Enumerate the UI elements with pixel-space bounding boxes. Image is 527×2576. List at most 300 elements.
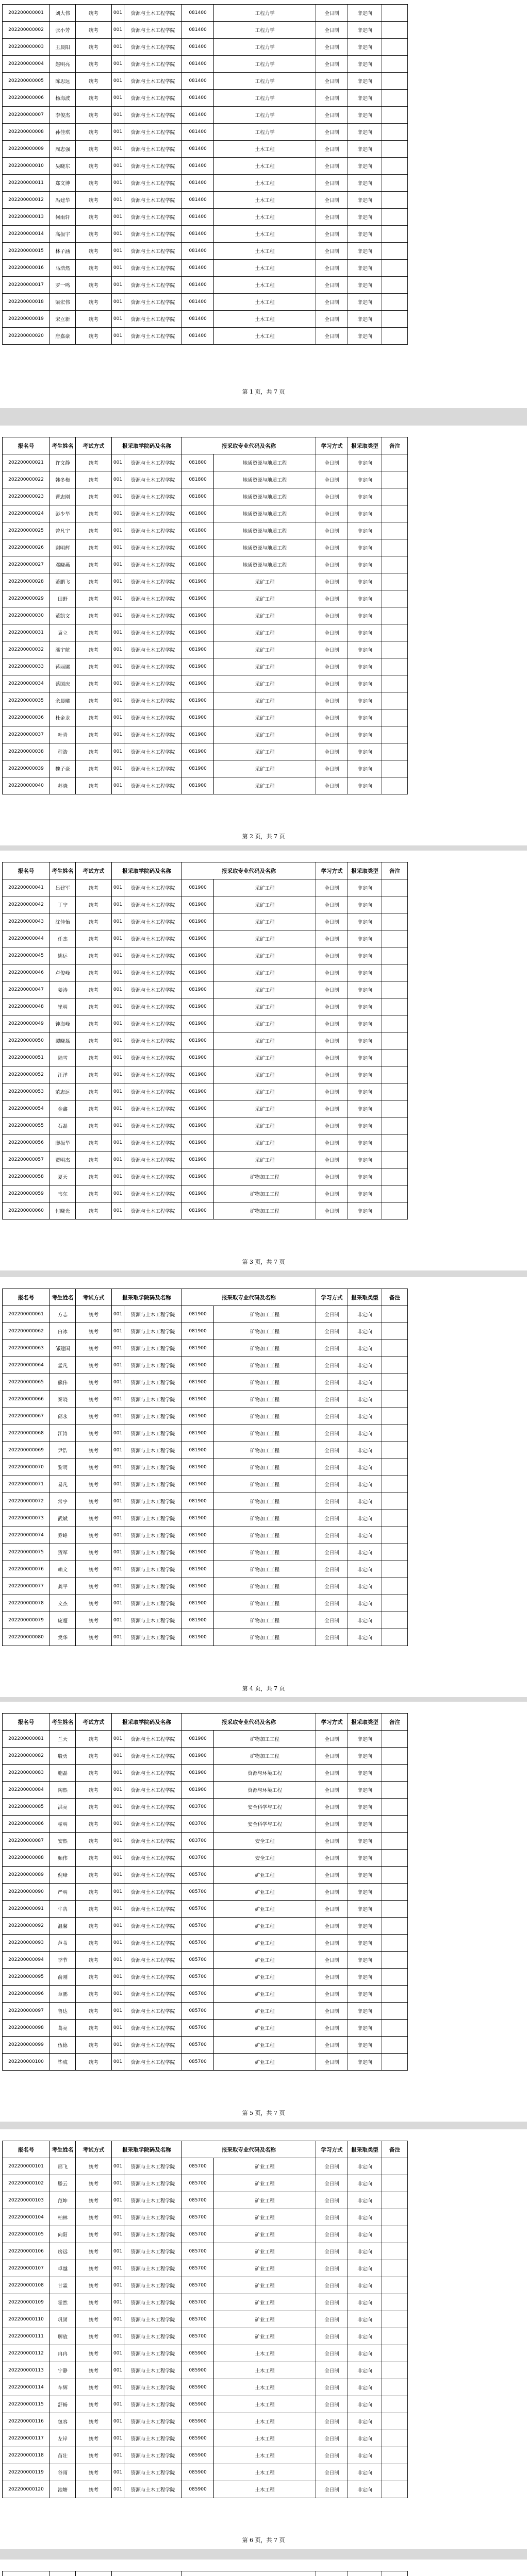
name-cell: 霍然 — [50, 2294, 76, 2311]
table-row — [3, 1357, 408, 1374]
name-cell: 乔峰 — [50, 1527, 76, 1544]
study-mode-cell: 全日制 — [316, 158, 348, 175]
applicant-id-cell: 202200000105 — [3, 2226, 50, 2243]
school-code-cell: 001 — [112, 573, 124, 590]
column-header: 备注 — [382, 2141, 408, 2158]
school-code-cell: 001 — [112, 73, 124, 90]
study-mode-cell: 全日制 — [316, 1748, 348, 1765]
school-code-cell: 001 — [112, 1731, 124, 1748]
school-code-cell: 001 — [112, 522, 124, 539]
major-name-cell: 矿业工程 — [214, 2311, 316, 2328]
school-name-cell: 资源与土木工程学院 — [124, 913, 182, 930]
exam-type-cell: 统考 — [76, 158, 112, 175]
table-row — [3, 2294, 408, 2311]
exam-type-cell: 统考 — [76, 1561, 112, 1578]
major-name-cell: 矿物加工工程 — [214, 1340, 316, 1357]
column-header: 考试方式 — [76, 1289, 112, 1306]
major-name-cell: 土木工程 — [214, 260, 316, 277]
exam-type-cell: 统考 — [76, 1340, 112, 1357]
major-code-cell: 083700 — [182, 1833, 214, 1850]
school-name-cell: 资源与土木工程学院 — [124, 1391, 182, 1408]
school-name-cell: 资源与土木工程学院 — [124, 1952, 182, 1969]
name-cell: 尹浩 — [50, 1442, 76, 1459]
school-code-cell: 001 — [112, 709, 124, 726]
applicant-id-cell: 202200000029 — [3, 590, 50, 607]
exam-type-cell: 统考 — [76, 1731, 112, 1748]
school-code-cell: 001 — [112, 90, 124, 107]
exam-type-cell: 统考 — [76, 1816, 112, 1833]
major-name-cell: 采矿工程 — [214, 624, 316, 641]
major-name-cell: 矿业工程 — [214, 1918, 316, 1935]
name-cell: 余晨曦 — [50, 692, 76, 709]
study-mode-cell: 全日制 — [316, 328, 348, 345]
name-cell: 汪洋 — [50, 1066, 76, 1083]
table-row — [3, 107, 408, 124]
exam-type-cell: 统考 — [76, 1323, 112, 1340]
remark-cell — [382, 879, 408, 896]
major-code-cell: 081900 — [182, 692, 214, 709]
study-mode-cell: 全日制 — [316, 2209, 348, 2226]
major-name-cell: 土木工程 — [214, 2464, 316, 2481]
applicant-id-cell: 202200000080 — [3, 1629, 50, 1646]
school-code-cell: 001 — [112, 2020, 124, 2037]
column-header: 报名号 — [3, 437, 50, 454]
major-name-cell: 矿业工程 — [214, 2192, 316, 2209]
table-row — [3, 726, 408, 743]
admission-type-cell: 非定向 — [348, 675, 382, 692]
major-name-cell: 矿业工程 — [214, 1969, 316, 1986]
school-name-cell: 资源与土木工程学院 — [124, 2037, 182, 2054]
table-row — [3, 1510, 408, 1527]
table-row — [3, 2226, 408, 2243]
major-code-cell: 081400 — [182, 141, 214, 158]
admission-type-cell: 非定向 — [348, 1918, 382, 1935]
major-code-cell: 081900 — [182, 1134, 214, 1151]
major-code-cell: 081900 — [182, 726, 214, 743]
study-mode-cell: 全日制 — [316, 1032, 348, 1049]
study-mode-cell: 全日制 — [316, 658, 348, 675]
applicant-id-cell: 202200000036 — [3, 709, 50, 726]
column-header: 考试方式 — [76, 862, 112, 879]
table-row — [3, 471, 408, 488]
remark-cell — [382, 1083, 408, 1100]
remark-cell — [382, 1952, 408, 1969]
column-header: 考生姓名 — [50, 2141, 76, 2158]
major-code-cell: 081400 — [182, 243, 214, 260]
school-code-cell: 001 — [112, 2413, 124, 2430]
major-code-cell: 081900 — [182, 964, 214, 981]
table-row — [3, 1151, 408, 1168]
table-row — [3, 1032, 408, 1049]
major-name-cell: 土木工程 — [214, 2447, 316, 2464]
study-mode-cell: 全日制 — [316, 1867, 348, 1884]
name-cell: 施磊 — [50, 1765, 76, 1782]
name-cell: 滕云 — [50, 2175, 76, 2192]
remark-cell — [382, 1323, 408, 1340]
admission-type-cell: 非定向 — [348, 590, 382, 607]
study-mode-cell: 全日制 — [316, 1185, 348, 1202]
admission-type-cell: 非定向 — [348, 2447, 382, 2464]
remark-cell — [382, 5, 408, 22]
name-cell: 梁宏伟 — [50, 294, 76, 311]
admission-type-cell: 非定向 — [348, 209, 382, 226]
admission-type-cell: 非定向 — [348, 2328, 382, 2345]
name-cell: 崔明 — [50, 998, 76, 1015]
applicant-id-cell: 202200000086 — [3, 1816, 50, 1833]
major-name-cell: 矿业工程 — [214, 2054, 316, 2071]
remark-cell — [382, 1459, 408, 1476]
major-code-cell: 081400 — [182, 5, 214, 22]
applicant-id-cell: 202200000013 — [3, 209, 50, 226]
remark-cell — [382, 39, 408, 56]
page-footer: 第 3 页，共 7 页 — [242, 1259, 285, 1265]
major-code-cell: 081400 — [182, 90, 214, 107]
major-code-cell: 085900 — [182, 2464, 214, 2481]
table-row — [3, 243, 408, 260]
applicant-id-cell: 202200000048 — [3, 998, 50, 1015]
school-name-cell: 资源与土木工程学院 — [124, 1850, 182, 1867]
school-code-cell: 001 — [112, 1748, 124, 1765]
table-row — [3, 505, 408, 522]
table-row — [3, 2020, 408, 2037]
table-row — [3, 2413, 408, 2430]
name-cell: 邢飞 — [50, 2158, 76, 2175]
major-name-cell: 矿业工程 — [214, 2260, 316, 2277]
school-name-cell: 资源与土木工程学院 — [124, 658, 182, 675]
applicant-id-cell: 202200000024 — [3, 505, 50, 522]
table-row — [3, 2430, 408, 2447]
table-row — [3, 1748, 408, 1765]
major-name-cell: 采矿工程 — [214, 573, 316, 590]
school-code-cell: 001 — [112, 1527, 124, 1544]
name-cell: 陈思远 — [50, 73, 76, 90]
applicant-id-cell: 202200000073 — [3, 1510, 50, 1527]
exam-type-cell: 统考 — [76, 2020, 112, 2037]
study-mode-cell: 全日制 — [316, 1969, 348, 1986]
applicant-id-cell: 202200000018 — [3, 294, 50, 311]
name-cell: 蒋丽娜 — [50, 658, 76, 675]
major-name-cell: 安全工程 — [214, 1850, 316, 1867]
name-cell: 毕成 — [50, 2054, 76, 2071]
major-name-cell: 矿物加工工程 — [214, 1357, 316, 1374]
admission-type-cell: 非定向 — [348, 1748, 382, 1765]
remark-cell — [382, 743, 408, 760]
major-name-cell: 矿物加工工程 — [214, 1527, 316, 1544]
major-name-cell: 矿物加工工程 — [214, 1544, 316, 1561]
applicant-id-cell: 202200000041 — [3, 879, 50, 896]
table-row — [3, 2175, 408, 2192]
applicant-id-cell: 202200000017 — [3, 277, 50, 294]
study-mode-cell: 全日制 — [316, 1374, 348, 1391]
school-name-cell: 资源与土木工程学院 — [124, 209, 182, 226]
school-name-cell: 资源与土木工程学院 — [124, 5, 182, 22]
applicant-id-cell: 202200000049 — [3, 1015, 50, 1032]
major-code-cell: 081900 — [182, 1612, 214, 1629]
exam-type-cell: 统考 — [76, 277, 112, 294]
name-cell: 秦晓 — [50, 1391, 76, 1408]
major-code-cell: 081400 — [182, 22, 214, 39]
exam-type-cell: 统考 — [76, 1408, 112, 1425]
exam-type-cell: 统考 — [76, 2345, 112, 2362]
table-row — [3, 1935, 408, 1952]
name-cell: 宁静 — [50, 2362, 76, 2379]
major-name-cell: 工程力学 — [214, 124, 316, 141]
school-name-cell: 资源与土木工程学院 — [124, 294, 182, 311]
study-mode-cell: 全日制 — [316, 471, 348, 488]
major-name-cell: 矿业工程 — [214, 1952, 316, 1969]
major-name-cell: 矿业工程 — [214, 2328, 316, 2345]
study-mode-cell: 全日制 — [316, 692, 348, 709]
major-code-cell: 081400 — [182, 294, 214, 311]
exam-type-cell: 统考 — [76, 1952, 112, 1969]
remark-cell — [382, 2175, 408, 2192]
table-row — [3, 1544, 408, 1561]
table-row — [3, 2243, 408, 2260]
major-code-cell: 081900 — [182, 1391, 214, 1408]
remark-cell — [382, 1151, 408, 1168]
admission-type-cell: 非定向 — [348, 1833, 382, 1850]
exam-type-cell: 统考 — [76, 1459, 112, 1476]
remark-cell — [382, 107, 408, 124]
exam-type-cell: 统考 — [76, 1986, 112, 2003]
admission-type-cell: 非定向 — [348, 1202, 382, 1219]
applicant-id-cell: 202200000064 — [3, 1357, 50, 1374]
major-code-cell: 081900 — [182, 1049, 214, 1066]
exam-type-cell: 统考 — [76, 73, 112, 90]
applicant-id-cell: 202200000110 — [3, 2311, 50, 2328]
table-row — [3, 2464, 408, 2481]
column-header: 报采取学院码及名称 — [112, 437, 182, 454]
school-code-cell: 001 — [112, 1306, 124, 1323]
major-code-cell: 085700 — [182, 1867, 214, 1884]
study-mode-cell: 全日制 — [316, 1765, 348, 1782]
school-name-cell: 资源与土木工程学院 — [124, 760, 182, 777]
school-name-cell: 资源与土木工程学院 — [124, 2243, 182, 2260]
major-code-cell: 081900 — [182, 1782, 214, 1799]
name-cell: 潘宇航 — [50, 641, 76, 658]
major-name-cell: 土木工程 — [214, 158, 316, 175]
admission-type-cell: 非定向 — [348, 1134, 382, 1151]
study-mode-cell: 全日制 — [316, 726, 348, 743]
major-name-cell: 采矿工程 — [214, 709, 316, 726]
exam-type-cell: 统考 — [76, 2311, 112, 2328]
name-cell: 袁立 — [50, 624, 76, 641]
applicant-id-cell: 202200000030 — [3, 607, 50, 624]
table-row — [3, 226, 408, 243]
remark-cell — [382, 1935, 408, 1952]
major-code-cell: 081900 — [182, 1100, 214, 1117]
exam-type-cell: 统考 — [76, 2464, 112, 2481]
major-code-cell: 081900 — [182, 590, 214, 607]
school-code-cell: 001 — [112, 1202, 124, 1219]
school-code-cell: 001 — [112, 1476, 124, 1493]
applicant-id-cell: 202200000098 — [3, 2020, 50, 2037]
major-name-cell: 矿物加工工程 — [214, 1493, 316, 1510]
remark-cell — [382, 998, 408, 1015]
remark-cell — [382, 573, 408, 590]
major-name-cell: 地质资源与地质工程 — [214, 522, 316, 539]
major-name-cell: 土木工程 — [214, 141, 316, 158]
school-name-cell: 资源与土木工程学院 — [124, 1408, 182, 1425]
name-cell: 邹建国 — [50, 1340, 76, 1357]
school-code-cell: 001 — [112, 998, 124, 1015]
major-code-cell: 085700 — [182, 2158, 214, 2175]
admission-type-cell: 非定向 — [348, 505, 382, 522]
remark-cell — [382, 73, 408, 90]
school-code-cell: 001 — [112, 56, 124, 73]
admission-type-cell: 非定向 — [348, 1612, 382, 1629]
exam-type-cell: 统考 — [76, 2192, 112, 2209]
applicant-id-cell: 202200000072 — [3, 1493, 50, 1510]
major-name-cell: 矿业工程 — [214, 2226, 316, 2243]
study-mode-cell: 全日制 — [316, 1510, 348, 1527]
study-mode-cell: 全日制 — [316, 879, 348, 896]
admission-type-cell: 非定向 — [348, 624, 382, 641]
major-name-cell: 采矿工程 — [214, 658, 316, 675]
major-code-cell: 081400 — [182, 192, 214, 209]
exam-type-cell: 统考 — [76, 1391, 112, 1408]
name-cell: 温馨 — [50, 1918, 76, 1935]
major-name-cell: 采矿工程 — [214, 1066, 316, 1083]
major-code-cell: 085700 — [182, 2192, 214, 2209]
study-mode-cell: 全日制 — [316, 1952, 348, 1969]
admission-type-cell: 非定向 — [348, 1117, 382, 1134]
exam-type-cell: 统考 — [76, 311, 112, 328]
table-row — [3, 947, 408, 964]
school-code-cell: 001 — [112, 1867, 124, 1884]
major-name-cell: 矿物加工工程 — [214, 1578, 316, 1595]
remark-cell — [382, 2447, 408, 2464]
exam-type-cell: 统考 — [76, 2037, 112, 2054]
school-code-cell: 001 — [112, 930, 124, 947]
applicant-id-cell: 202200000095 — [3, 1969, 50, 1986]
remark-cell — [382, 226, 408, 243]
name-cell: 兰天 — [50, 1731, 76, 1748]
study-mode-cell: 全日制 — [316, 777, 348, 794]
major-name-cell: 采矿工程 — [214, 1049, 316, 1066]
table-row — [3, 522, 408, 539]
name-cell: 许文静 — [50, 454, 76, 471]
name-cell: 彭少华 — [50, 505, 76, 522]
school-name-cell: 资源与土木工程学院 — [124, 1510, 182, 1527]
applicant-id-cell: 202200000009 — [3, 141, 50, 158]
column-header — [112, 2571, 182, 2576]
name-cell: 王晨阳 — [50, 39, 76, 56]
applicant-id-cell: 202200000062 — [3, 1323, 50, 1340]
table-row — [3, 22, 408, 39]
study-mode-cell: 全日制 — [316, 1612, 348, 1629]
major-code-cell: 081900 — [182, 760, 214, 777]
major-name-cell: 采矿工程 — [214, 964, 316, 981]
applicant-id-cell: 202200000115 — [3, 2396, 50, 2413]
admission-type-cell: 非定向 — [348, 1782, 382, 1799]
study-mode-cell: 全日制 — [316, 709, 348, 726]
admission-type-cell: 非定向 — [348, 1083, 382, 1100]
name-cell: 季节 — [50, 1952, 76, 1969]
school-name-cell: 资源与土木工程学院 — [124, 1799, 182, 1816]
major-code-cell: 081800 — [182, 539, 214, 556]
school-code-cell: 001 — [112, 1442, 124, 1459]
study-mode-cell: 全日制 — [316, 1100, 348, 1117]
table-row — [3, 1134, 408, 1151]
school-code-cell: 001 — [112, 2277, 124, 2294]
major-name-cell: 矿物加工工程 — [214, 1391, 316, 1408]
admission-type-cell: 非定向 — [348, 1952, 382, 1969]
table-row — [3, 573, 408, 590]
exam-type-cell: 统考 — [76, 454, 112, 471]
school-name-cell: 资源与土木工程学院 — [124, 1918, 182, 1935]
study-mode-cell: 全日制 — [316, 1049, 348, 1066]
school-name-cell: 资源与土木工程学院 — [124, 1986, 182, 2003]
school-code-cell: 001 — [112, 2311, 124, 2328]
table-row — [3, 556, 408, 573]
school-name-cell: 资源与土木工程学院 — [124, 1117, 182, 1134]
admission-table — [2, 2141, 408, 2498]
remark-cell — [382, 1595, 408, 1612]
school-name-cell: 资源与土木工程学院 — [124, 260, 182, 277]
admission-type-cell: 非定向 — [348, 2020, 382, 2037]
exam-type-cell: 统考 — [76, 624, 112, 641]
major-code-cell: 081900 — [182, 1459, 214, 1476]
major-code-cell: 081800 — [182, 522, 214, 539]
major-name-cell: 矿业工程 — [214, 2175, 316, 2192]
admission-type-cell: 非定向 — [348, 1986, 382, 2003]
applicant-id-cell: 202200000053 — [3, 1083, 50, 1100]
school-name-cell: 资源与土木工程学院 — [124, 2430, 182, 2447]
name-cell: 谭晓磊 — [50, 1032, 76, 1049]
major-code-cell: 081900 — [182, 896, 214, 913]
name-cell: 邱永 — [50, 1408, 76, 1425]
applicant-id-cell: 202200000114 — [3, 2379, 50, 2396]
study-mode-cell: 全日制 — [316, 1884, 348, 1901]
remark-cell — [382, 1134, 408, 1151]
exam-type-cell: 统考 — [76, 1867, 112, 1884]
major-code-cell: 081900 — [182, 998, 214, 1015]
exam-type-cell: 统考 — [76, 2328, 112, 2345]
exam-type-cell: 统考 — [76, 1117, 112, 1134]
study-mode-cell: 全日制 — [316, 913, 348, 930]
name-cell: 赵明亮 — [50, 56, 76, 73]
applicant-id-cell: 202200000047 — [3, 981, 50, 998]
major-name-cell: 矿物加工工程 — [214, 1561, 316, 1578]
table-row — [3, 692, 408, 709]
school-name-cell: 资源与土木工程学院 — [124, 709, 182, 726]
school-name-cell: 资源与土木工程学院 — [124, 641, 182, 658]
school-code-cell: 001 — [112, 2054, 124, 2071]
exam-type-cell: 统考 — [76, 675, 112, 692]
school-code-cell: 001 — [112, 1391, 124, 1408]
study-mode-cell: 全日制 — [316, 641, 348, 658]
major-code-cell: 085900 — [182, 2447, 214, 2464]
column-header: 报名号 — [3, 1714, 50, 1731]
school-code-cell: 001 — [112, 641, 124, 658]
name-cell: 赖文 — [50, 1561, 76, 1578]
study-mode-cell: 全日制 — [316, 675, 348, 692]
remark-cell — [382, 488, 408, 505]
column-header — [316, 2571, 348, 2576]
exam-type-cell: 统考 — [76, 1850, 112, 1867]
major-name-cell: 地质资源与地质工程 — [214, 488, 316, 505]
page-footer: 第 2 页，共 7 页 — [242, 833, 285, 840]
major-name-cell: 土木工程 — [214, 2481, 316, 2498]
column-header: 报采取类型 — [348, 1289, 382, 1306]
name-cell: 蔡国庆 — [50, 675, 76, 692]
applicant-id-cell: 202200000066 — [3, 1391, 50, 1408]
school-name-cell: 资源与土木工程学院 — [124, 1782, 182, 1799]
remark-cell — [382, 141, 408, 158]
exam-type-cell: 统考 — [76, 2209, 112, 2226]
exam-type-cell: 统考 — [76, 1578, 112, 1595]
